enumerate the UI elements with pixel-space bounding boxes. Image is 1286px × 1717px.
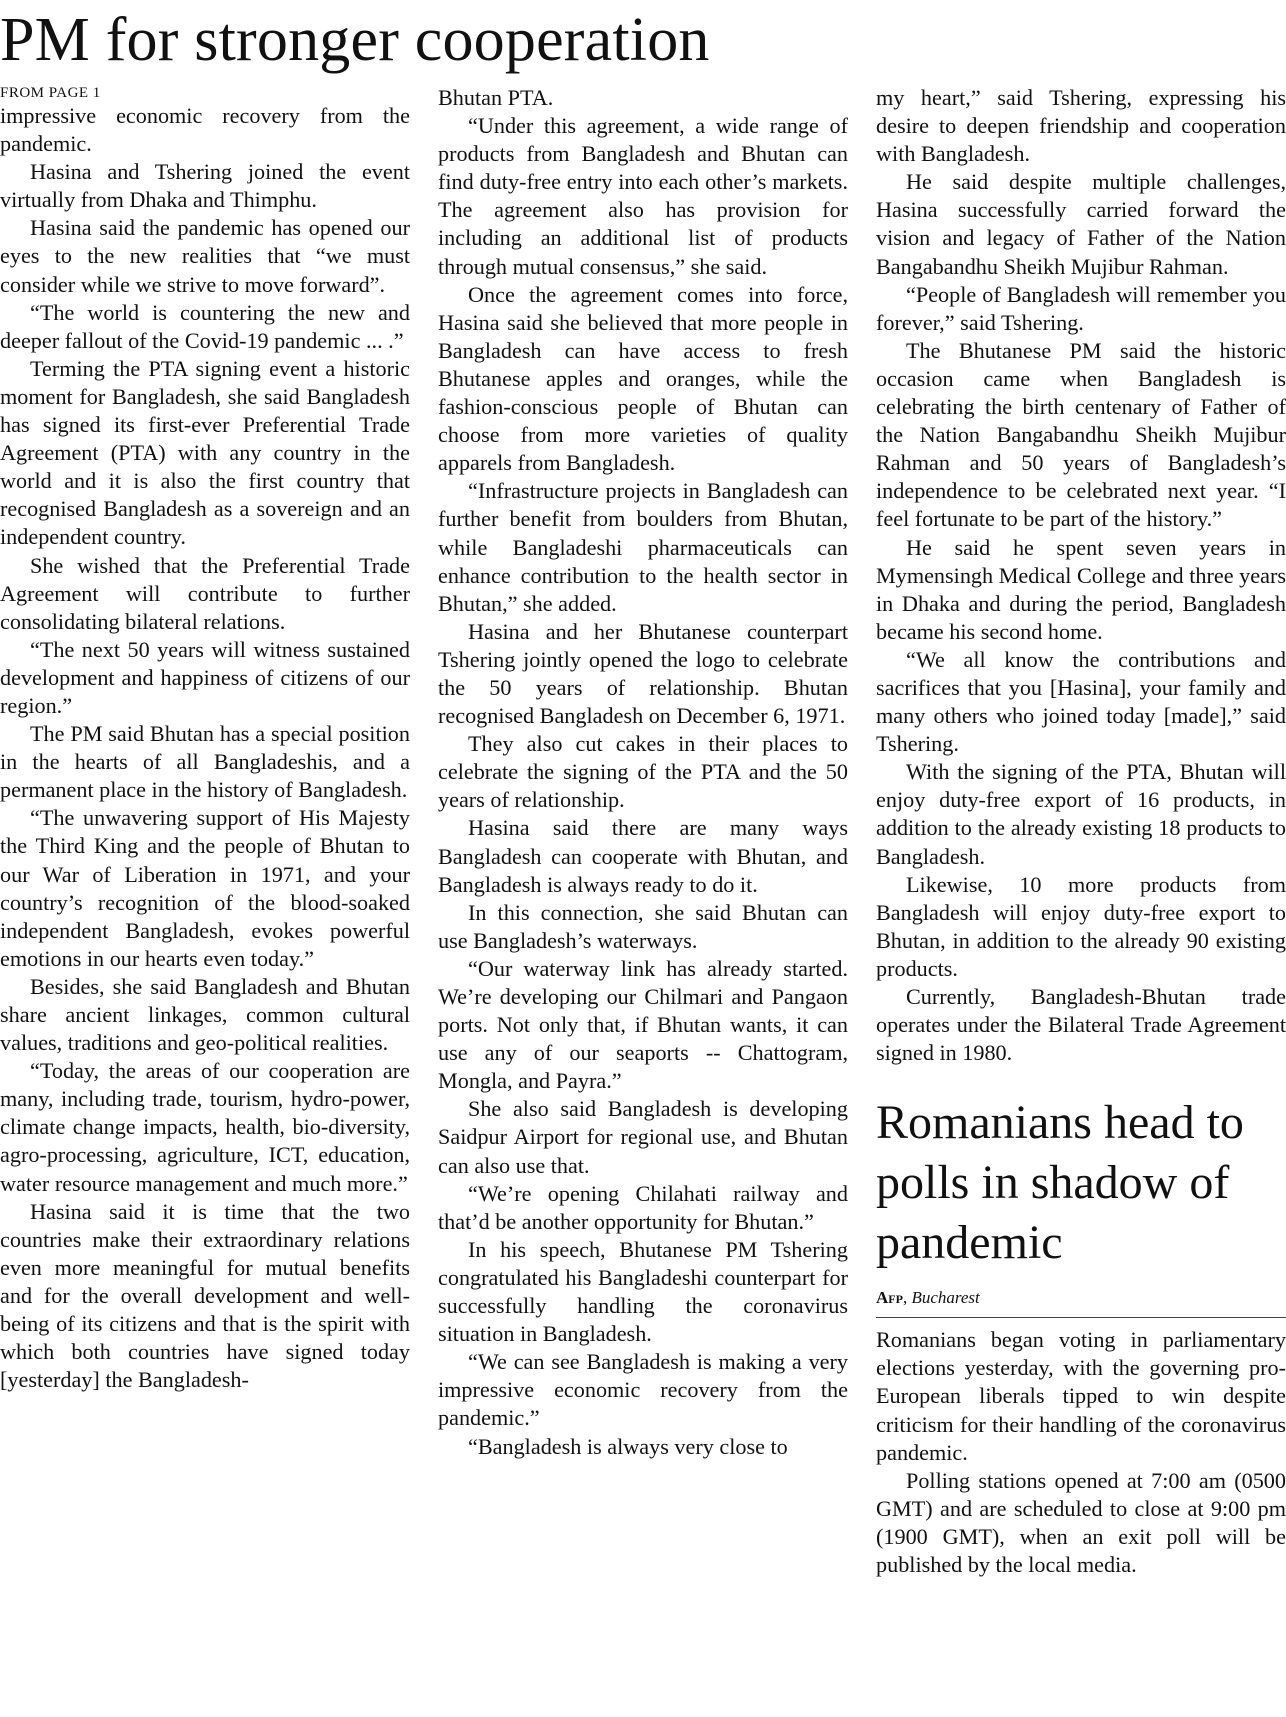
paragraph: Once the agreement comes into force, Hasina said she believed that more people in Bangladesh can have access to fresh Bhutanese apples and oranges, while the fashion-conscious people of Bhutan can choose from more varieties of quality apparels from Bangladesh.	[438, 281, 848, 476]
dateline: Afp, Bucharest	[876, 1287, 1286, 1318]
article-column-2	[438, 84, 848, 1714]
paragraph: Hasina and Tshering joined the event virtually from Dhaka and Thimphu.	[0, 159, 410, 213]
paragraph: Likewise, 10 more products from Bangladesh will enjoy duty-free export to Bhutan, in addition to the already 90 existing products.	[876, 871, 1286, 981]
paragraph: He said he spent seven years in Mymensingh Medical College and three years in Dhaka and during the period, Bangladesh became his second home.	[876, 534, 1286, 644]
article-headline: PM for stronger cooperation	[0, 6, 710, 74]
paragraph: “The unwavering support of His Majesty the Third King and the people of Bhutan to our War of Liberation in 1971, and your country’s recognition of the blood-soaked independent Bangladesh, evokes powerful emotions in our hearts even today.”	[0, 805, 410, 971]
article-column-3	[876, 84, 1286, 1714]
paragraph: Bhutan PTA.	[438, 85, 554, 110]
paragraph: In this connection, she said Bhutan can use Bangladesh’s waterways.	[438, 899, 848, 953]
paragraph: “The next 50 years will witness sustained development and happiness of citizens of our region.”	[0, 636, 410, 718]
paragraph: “The world is countering the new and deeper fallout of the Covid-19 pandemic ... .”	[0, 299, 410, 353]
paragraph: In his speech, Bhutanese PM Tshering congratulated his Bangladeshi counterpart for successfully handling the coronavirus situation in Bangladesh.	[438, 1236, 848, 1347]
paragraph: She also said Bangladesh is developing Saidpur Airport for regional use, and Bhutan can also use that.	[438, 1096, 848, 1178]
paragraph: Terming the PTA signing event a historic moment for Bangladesh, she said Bangladesh has signed its first-ever Preferential Trade Agreement (PTA) with any country in the world and it is also the first country that recognised Bangladesh as a sovereign and an independent country.	[0, 355, 410, 550]
paragraph: They also cut cakes in their places to celebrate the signing of the PTA and the 50 years of relationship.	[438, 731, 848, 813]
paragraph: Polling stations opened at 7:00 am (0500 GMT) and are scheduled to close at 9:00 pm (1900 GMT), when an exit poll will be published by the local media.	[876, 1467, 1286, 1578]
paragraph: Hasina said it is time that the two countries make their extraordinary relations even more meaningful for mutual benefits and for the overall development and well-being of its citizens and that is the spirit with which both countries have signed today [yesterday] the Bangladesh-	[0, 1198, 410, 1393]
paragraph: She wished that the Preferential Trade Agreement will contribute to further consolidating bilateral relations.	[0, 552, 410, 634]
paragraph: With the signing of the PTA, Bhutan will enjoy duty-free export of 16 products, in addition to the already existing 18 products to Bangladesh.	[876, 759, 1286, 869]
article-column-1	[0, 84, 410, 1714]
paragraph: Romanians began voting in parliamentary elections yesterday, with the governing pro-European liberals tipped to win despite criticism for their handling of the coronavirus pandemic.	[876, 1327, 1286, 1465]
paragraph: “Infrastructure projects in Bangladesh can further benefit from boulders from Bhutan, while Bangladeshi pharmaceuticals can enhance contribution to the health sector in Bhutan,” she added.	[438, 478, 848, 616]
continued-from-label: FROM PAGE 1	[0, 85, 101, 101]
paragraph: “We can see Bangladesh is making a very impressive economic recovery from the pandemic.”	[438, 1349, 848, 1431]
paragraph: Hasina said the pandemic has opened our eyes to the new realities that “we must consider while we strive to move forward”.	[0, 215, 410, 297]
paragraph: “We’re opening Chilahati railway and that’d be another opportunity for Bhutan.”	[438, 1180, 848, 1234]
agency-label: Afp	[876, 1288, 903, 1308]
paragraph: The Bhutanese PM said the historic occasion came when Bangladesh is celebrating the birth centenary of Father of the Nation Bangabandhu Sheikh Mujibur Rahman and 50 years of Bangladesh’s independence to be celebrated next year. “I feel fortunate to be part of the history.”	[876, 337, 1286, 532]
paragraph: Hasina said there are many ways Bangladesh can cooperate with Bhutan, and Bangladesh is always ready to do it.	[438, 815, 848, 897]
paragraph: “People of Bangladesh will remember you forever,” said Tshering.	[876, 281, 1286, 335]
paragraph: “Under this agreement, a wide range of products from Bangladesh and Bhutan can find duty-free entry into each other’s markets. The agreement also has provision for including an additional list of products through mutual consensus,” she said.	[438, 113, 848, 279]
paragraph: “We all know the contributions and sacrifices that you [Hasina], your family and many others who joined today [made],” said Tshering.	[876, 646, 1286, 757]
dateline-place: Bucharest	[911, 1288, 980, 1308]
paragraph: Hasina and her Bhutanese counterpart Tshering jointly opened the logo to celebrate the 50 years of relationship. Bhutan recognised Bangladesh on December 6, 1971.	[438, 618, 848, 729]
paragraph: my heart,” said Tshering, expressing his desire to deepen friendship and cooperation with Bangladesh.	[876, 85, 1286, 167]
paragraph: “Today, the areas of our cooperation are many, including trade, tourism, hydro-power, climate change impacts, health, bio-diversity, agro-processing, agriculture, ICT, education, water resource management and much more.”	[0, 1058, 410, 1196]
paragraph: The PM said Bhutan has a special position in the hearts of all Bangladeshis, and a permanent place in the history of Bangladesh.	[0, 721, 410, 803]
paragraph: Besides, she said Bangladesh and Bhutan share ancient linkages, common cultural values, traditions and geo-political realities.	[0, 973, 410, 1056]
paragraph: Currently, Bangladesh-Bhutan trade operates under the Bilateral Trade Agreement signed in 1980.	[876, 984, 1286, 1066]
paragraph: impressive economic recovery from the pandemic.	[0, 103, 410, 157]
paragraph: “Our waterway link has already started. We’re developing our Chilmari and Pangaon ports. Not only that, if Bhutan wants, it can use any of our seaports -- Chattogram, Mongla, and Payra.”	[438, 955, 848, 1094]
paragraph: “Bangladesh is always very close to	[468, 1433, 788, 1459]
paragraph: He said despite multiple challenges, Hasina successfully carried forward the vision and legacy of Father of the Nation Bangabandhu Sheikh Mujibur Rahman.	[876, 169, 1286, 279]
second-article-headline: Romanians head to polls in shadow of pandemic	[876, 1096, 1244, 1270]
